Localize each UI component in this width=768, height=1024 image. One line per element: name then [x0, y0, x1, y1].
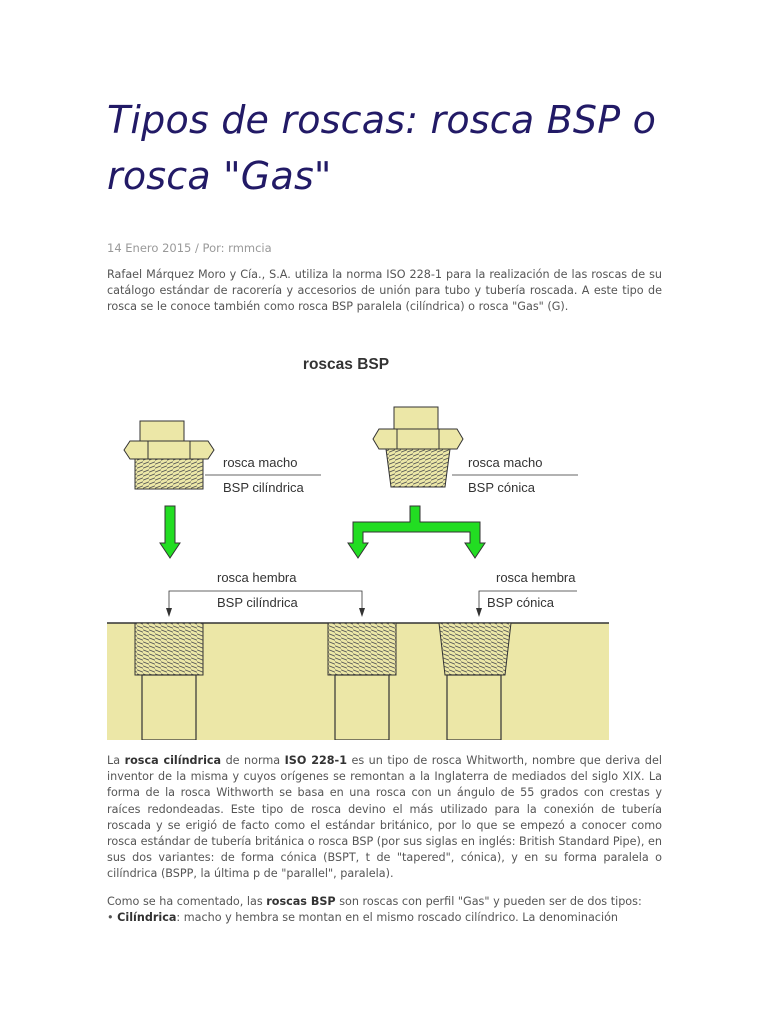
arrow-cylindrical [160, 506, 180, 558]
text-run: de norma [221, 754, 285, 767]
post-meta [107, 241, 272, 255]
bold-term: rosca cilíndrica [124, 754, 222, 767]
bold-term: roscas BSP [266, 895, 336, 908]
male-cyl-label-1: rosca macho [223, 455, 298, 470]
post-date: 14 Enero 2015 [107, 241, 192, 255]
author-prefix: Por: [202, 241, 225, 255]
page-title: Tipos de roscas: rosca BSP o rosca "Gas" [107, 98, 657, 198]
arrow-split [348, 506, 485, 558]
bullet-glyph: • [107, 911, 118, 925]
male-cylindrical-fitting [124, 421, 214, 489]
diagram-title: roscas BSP [302, 356, 390, 373]
text-run: son roscas con perfil "Gas" y pueden ser de dos tipos: [335, 895, 642, 908]
text-run: Como se ha comentado, las [107, 895, 267, 908]
male-con-label-2: BSP cónica [468, 480, 535, 495]
male-cyl-label-2: BSP cilíndrica [223, 480, 304, 495]
meta-separator: / [195, 241, 203, 255]
male-con-label-1: rosca macho [468, 455, 543, 470]
female-con-label-1: rosca hembra [496, 570, 576, 585]
bold-term: ISO 228-1 [284, 754, 347, 767]
body-paragraph-types [107, 894, 662, 926]
female-cyl-label-1: rosca hembra [217, 570, 297, 585]
female-cyl-label-2: BSP cilíndrica [217, 595, 298, 610]
female-block [107, 623, 609, 740]
intro-paragraph: Rafael Márquez Moro y Cía., S.A. utiliza la norma ISO 228-1 para la realización de las roscas de su catálogo estándar de racorería y accesorios de unión para tubo y tubería roscada. A este tipo de rosca se le conoce también como rosca BSP paralela (cilíndrica) o rosca "Gas" (G). [107, 268, 662, 314]
bold-term: Cilíndrica [117, 911, 177, 925]
text-run: es un tipo de rosca Whitworth, nombre que deriva del inventor de la misma y cuyos orígenes se remontan a la Inglaterra de mediados del siglo XIX. La forma de la rosca Withworth se basa en una rosca con un ángulo de 55 grados con crestas y raíces redondeadas. Este tipo de rosca devino el más utilizado para la conexión de tubería roscada y se erigió de facto como el estándar británico, por lo que se empezó a conocer como rosca estándar de tubería británica o rosca BSP (por sus siglas en inglés: British Standard Pipe), en sus dos variantes: de forma cónica (BSPT, t de "tapered", cónica), y en su forma paralela o cilíndrica (BSPP, la última p de "parallel", paralela). [107, 754, 662, 881]
body-paragraph-cylindrical [107, 753, 662, 883]
author-link[interactable]: rmmcia [228, 241, 272, 255]
text-run: La [107, 754, 125, 767]
text-run: : macho y hembra se montan en el mismo roscado cilíndrico. La denominación [176, 911, 619, 925]
female-con-label-2: BSP cónica [487, 595, 554, 610]
bsp-thread-diagram [107, 345, 609, 740]
male-conical-fitting [373, 407, 463, 487]
